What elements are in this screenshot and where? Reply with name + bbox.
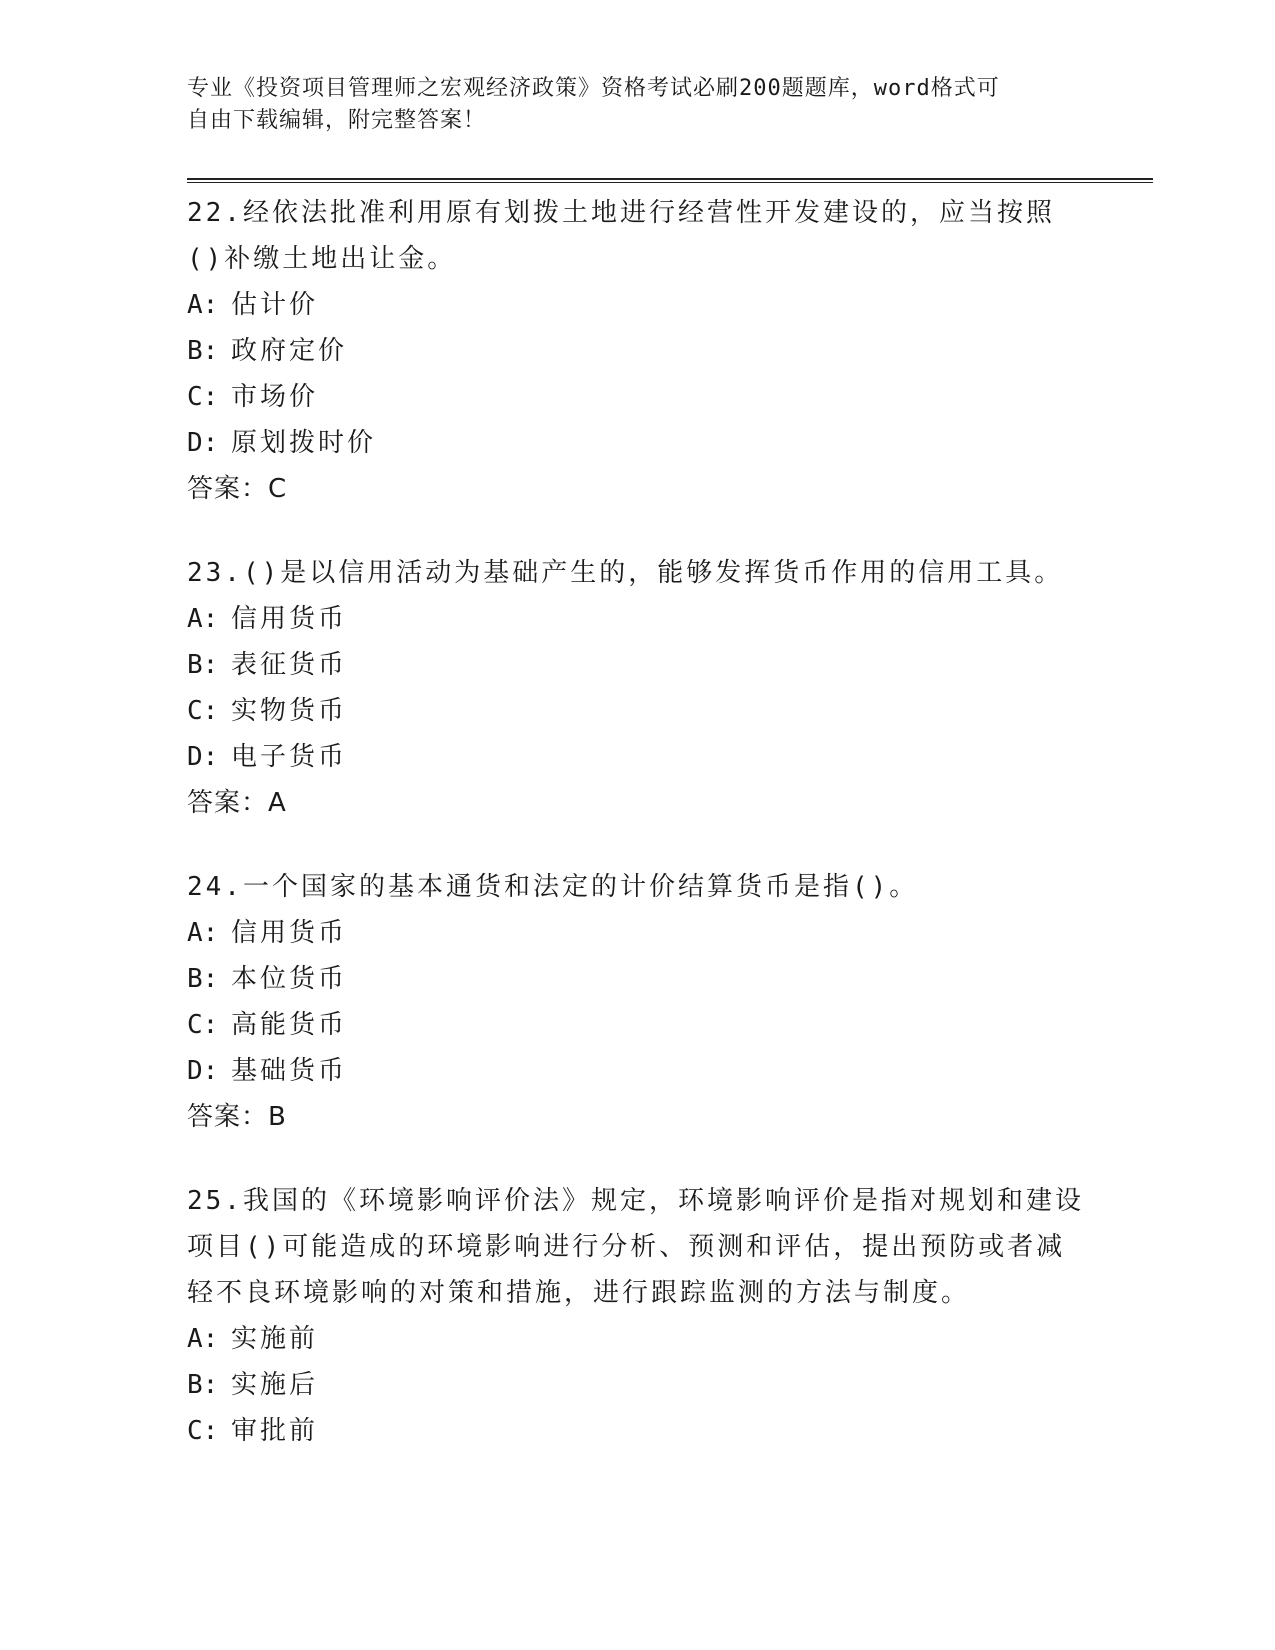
option-letter: D: [187,428,219,458]
option-a [187,910,1087,956]
question-stem: 25.我国的《环境影响评价法》规定，环境影响评价是指对规划和建设项目()可能造成的环境影响进行分析、预测和评估，提出预防或者减轻不良环境影响的对策和措施，进行跟踪监测的方法与制度。 [187,1186,1084,1308]
option-text: 原划拨时价 [231,428,377,458]
option-letter: B: [187,1370,219,1400]
option-letter: C: [187,696,219,726]
option-d [187,734,1087,780]
option-c [187,374,1087,420]
option-letter: D: [187,742,219,772]
option-text: 高能货币 [231,1010,348,1040]
option-d [187,420,1087,466]
question-25 [187,1178,1087,1454]
option-text: 表征货币 [231,650,348,680]
option-letter: C: [187,382,219,412]
question-stem: 22.经依法批准利用原有划拨土地进行经营性开发建设的，应当按照()补缴土地出让金。 [187,198,1055,274]
option-text: 信用货币 [231,918,348,948]
header-line-1: 专业《投资项目管理师之宏观经济政策》资格考试必刷200题题库，word格式可 [187,76,1000,101]
option-b [187,1362,1087,1408]
option-letter: C: [187,1416,219,1446]
option-letter: A: [187,290,219,320]
option-text: 估计价 [231,290,319,320]
header-line-2: 自由下载编辑，附完整答案！ [187,108,487,133]
question-24 [187,864,1087,1140]
answer-label: 答案：A [187,788,287,818]
option-a [187,596,1087,642]
option-letter: D: [187,1056,219,1086]
option-b [187,956,1087,1002]
option-text: 实施后 [231,1370,319,1400]
option-a [187,282,1087,328]
option-text: 实施前 [231,1324,319,1354]
option-text: 本位货币 [231,964,348,994]
option-text: 信用货币 [231,604,348,634]
option-a [187,1316,1087,1362]
option-text: 电子货币 [231,742,348,772]
option-text: 基础货币 [231,1056,348,1086]
answer-label: 答案：C [187,474,288,504]
option-c [187,1408,1087,1454]
header-divider [187,178,1153,183]
option-letter: A: [187,604,219,634]
option-text: 市场价 [231,382,319,412]
option-letter: B: [187,650,219,680]
question-stem: 24.一个国家的基本通货和法定的计价结算货币是指()。 [187,872,919,902]
option-d [187,1048,1087,1094]
question-22 [187,190,1087,512]
option-letter: B: [187,336,219,366]
option-text: 政府定价 [231,336,348,366]
option-b [187,642,1087,688]
option-text: 审批前 [231,1416,319,1446]
question-23 [187,550,1087,826]
answer-label: 答案：B [187,1102,287,1132]
option-letter: A: [187,1324,219,1354]
option-letter: A: [187,918,219,948]
question-list [187,190,1087,1492]
option-text: 实物货币 [231,696,348,726]
option-c [187,1002,1087,1048]
option-b [187,328,1087,374]
option-letter: B: [187,964,219,994]
option-letter: C: [187,1010,219,1040]
question-stem: 23.()是以信用活动为基础产生的，能够发挥货币作用的信用工具。 [187,558,1064,588]
document-header [187,73,1087,137]
option-c [187,688,1087,734]
